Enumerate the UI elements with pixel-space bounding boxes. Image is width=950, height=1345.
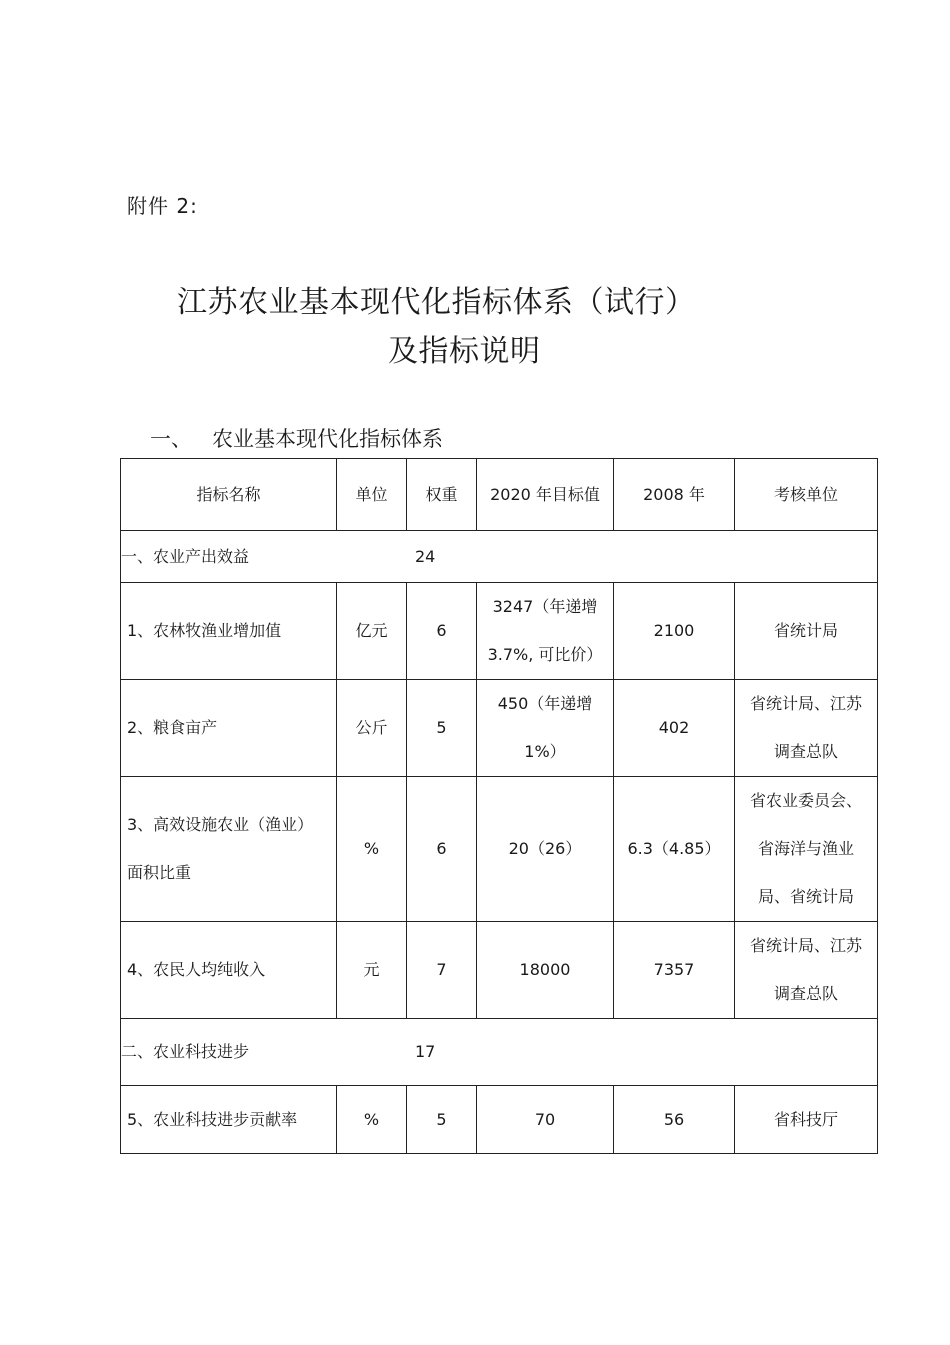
indicator-unit: % — [337, 1086, 407, 1154]
indicator-name: 1、农林牧渔业增加值 — [121, 583, 337, 680]
indicator-unit: 公斤 — [337, 680, 407, 777]
group-row — [121, 531, 878, 583]
indicator-weight: 5 — [407, 1086, 477, 1154]
indicator-unit: 亿元 — [337, 583, 407, 680]
indicator-target — [477, 680, 614, 777]
group-title: 二、农业科技进步 — [121, 1042, 250, 1061]
indicator-weight: 5 — [407, 680, 477, 777]
indicator-target — [477, 777, 614, 922]
header-unit: 单位 — [337, 459, 407, 531]
dept-line: 省统计局 — [773, 621, 838, 640]
dept-line: 省农业委员会、 — [749, 791, 862, 810]
indicator-target — [477, 583, 614, 680]
attachment-label: 附件 2: — [127, 194, 198, 218]
indicator-table — [120, 458, 878, 1154]
indicator-base: 6.3（4.85） — [614, 777, 735, 922]
indicator-name-line: 3、高效设施农业（渔业） — [127, 815, 314, 834]
section-title: 农业基本现代化指标体系 — [212, 427, 443, 451]
indicator-dept — [735, 922, 878, 1019]
section-number: 一、 — [150, 427, 192, 451]
indicator-dept — [735, 777, 878, 922]
table-row — [121, 922, 878, 1019]
indicator-name — [121, 777, 337, 922]
target-line: 1%） — [524, 742, 566, 761]
indicator-base: 7357 — [614, 922, 735, 1019]
target-line: 20（26） — [508, 839, 582, 858]
table-header-row — [121, 459, 878, 531]
header-indicator-name: 指标名称 — [121, 459, 337, 531]
target-line: 3.7%, 可比价） — [487, 645, 603, 664]
target-line: 450（年递增 — [497, 694, 593, 713]
indicator-weight: 7 — [407, 922, 477, 1019]
dept-line: 省统计局、江苏 — [749, 694, 862, 713]
indicator-dept — [735, 680, 878, 777]
header-assessing-unit: 考核单位 — [735, 459, 878, 531]
document-title-line2: 及指标说明 — [388, 334, 541, 369]
dept-line: 局、省统计局 — [757, 887, 854, 906]
table-row — [121, 1086, 878, 1154]
section-heading — [150, 423, 443, 453]
indicator-name-line: 面积比重 — [127, 863, 192, 882]
group-row — [121, 1019, 878, 1086]
indicator-unit: % — [337, 777, 407, 922]
dept-line: 省统计局、江苏 — [749, 936, 862, 955]
header-base-2008: 2008 年 — [614, 459, 735, 531]
dept-line: 调查总队 — [773, 742, 838, 761]
indicator-base: 56 — [614, 1086, 735, 1154]
table-row — [121, 680, 878, 777]
group-weight: 17 — [415, 1042, 436, 1061]
table-row — [121, 777, 878, 922]
indicator-target — [477, 1086, 614, 1154]
dept-line: 省科技厅 — [773, 1109, 838, 1129]
target-line: 18000 — [519, 960, 571, 979]
document-title-line1: 江苏农业基本现代化指标体系（试行） — [177, 285, 696, 320]
indicator-weight: 6 — [407, 777, 477, 922]
group-weight: 24 — [415, 546, 436, 566]
indicator-weight: 6 — [407, 583, 477, 680]
target-line: 70 — [534, 1109, 556, 1129]
dept-line: 省海洋与渔业 — [757, 839, 854, 858]
indicator-name: 4、农民人均纯收入 — [121, 922, 337, 1019]
indicator-target — [477, 922, 614, 1019]
indicator-name: 2、粮食亩产 — [121, 680, 337, 777]
target-line: 3247（年递增 — [492, 597, 598, 616]
indicator-name: 5、农业科技进步贡献率 — [121, 1086, 337, 1154]
indicator-dept — [735, 1086, 878, 1154]
dept-line: 调查总队 — [773, 984, 838, 1003]
group-title: 一、农业产出效益 — [121, 546, 250, 566]
table-row — [121, 583, 878, 680]
indicator-base: 2100 — [614, 583, 735, 680]
header-weight: 权重 — [407, 459, 477, 531]
header-target-2020: 2020 年目标值 — [477, 459, 614, 531]
indicator-unit: 元 — [337, 922, 407, 1019]
indicator-dept — [735, 583, 878, 680]
indicator-base: 402 — [614, 680, 735, 777]
